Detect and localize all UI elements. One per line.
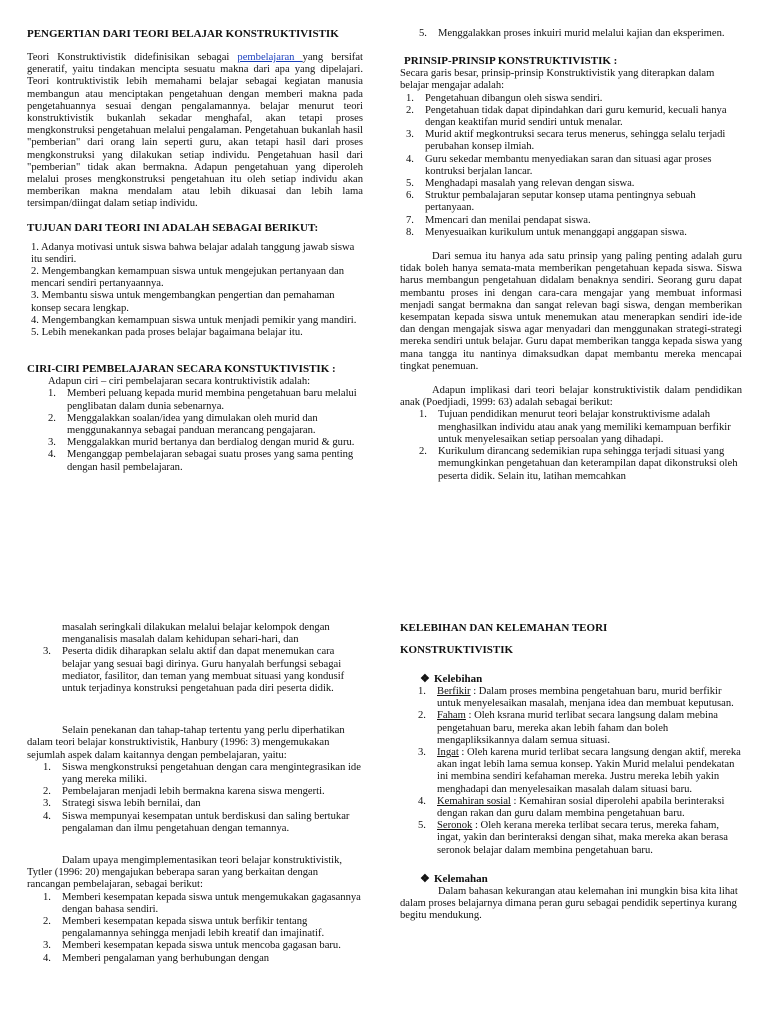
aspek-list — [27, 762, 363, 835]
term: Ingat — [437, 747, 459, 759]
diamond-bullet-icon: ❖ — [420, 872, 430, 885]
term: Kemahiran sosial — [437, 795, 511, 807]
list-item: 4. Mengembangkan kemampuan siswa untuk menjadi pemikir yang mandiri. — [31, 314, 357, 326]
list-item: 6. Struktur pembalajaran seputar konsep utama pentingnya sebuah pertanyaan. — [406, 190, 696, 214]
list-item: 1. Adanya motivasi untuk siswa bahwa belajar adalah tanggung jawab siswa itu sendiri. — [31, 241, 355, 265]
list-item: 1. Memberi kesempatan kepada siswa untuk mengemukakan gagasannya dengan bahasa sendiri. — [43, 891, 361, 915]
list-item: 2. Menggalakkan soalan/idea yang dimulakan oleh murid dan menggunakannya sebagai panduan merancang pengajaran. — [48, 412, 318, 437]
list-item: 8. Menyesuaikan kurikulum untuk menanggapi anggapan siswa. — [406, 226, 687, 238]
heading-pengertian: PENGERTIAN DARI TEORI BELAJAR KONSTRUKTIVISTIK — [27, 28, 339, 40]
list-item: 2. Pengetahuan tidak dapat dipindahkan dari guru kemurid, kecuali hanya dengan keaktifan murid sendiri untuk menalar. — [406, 104, 727, 129]
heading-konstruktivistik: KONSTRUKTIVISTIK — [400, 644, 514, 656]
list-item: 3. Murid aktif megkontruksi secara terus menerus, sehingga selalu terjadi perubahan konsep ilmiah. — [406, 129, 726, 153]
heading-tujuan: TUJUAN DARI TEORI INI ADALAH SEBAGAI BERIKUT: — [27, 221, 319, 234]
heading-ciri: CIRI-CIRI PEMBELAJARAN SECARA KONSTUKTIVISTIK : — [27, 363, 336, 376]
list-item: 2. Kurikulum dirancang sedemikian rupa sehingga terjadi situasi yang memungkinkan pengetahuan dan keterampilan dapat dikonstruksi oleh peserta didik. Selain itu, latihan memcahkan — [419, 446, 738, 482]
implikasi-list — [400, 409, 742, 482]
list-item: 4. Guru sekedar membantu menyediakan saran dan situasi agar proses kontruksi berjalan lancar. — [406, 153, 712, 177]
bottom-right-column — [400, 622, 742, 922]
implikasi-list-continued — [27, 646, 363, 695]
list-item: 1. Siswa mengkonstruksi pengetahuan dengan cara mengintegrasikan ide yang mereka miliki. — [43, 761, 361, 786]
list-item: 4. Siswa mempunyai kesempatan untuk berdiskusi dan saling bertukar pengalaman dan ilmu pengetahuan dengan temannya. — [43, 810, 350, 834]
hanbury-paragraph: Selain penekanan dan tahap-tahap tertentu yang perlu diperhatikan dalam teori belajar konstruktivistik, Hanbury (1996: 3) mengemukakan sejumlah aspek dalam kaitannya dengan pembelajaran, yaitu: — [27, 725, 345, 761]
diamond-bullet-icon: ❖ — [420, 673, 430, 685]
kelemahan-paragraph: Dalam bahasan kekurangan atau kelemahan ini mungkin bisa kita lihat dalam proses belajarnya dimana peran guru sebagai pendidik sepertinya kurang begitu mendukung. — [400, 885, 738, 922]
saran-list — [27, 892, 363, 965]
list-item: 5. Lebih menekankan pada proses belajar bagaimana belajar itu. — [31, 327, 303, 339]
bottom-left-column — [27, 622, 363, 965]
tytler-paragraph: Dalam upaya mengimplementasikan teori belajar konstruktivistik, Tytler (1996: 20) mengajukan beberapa saran yang berkaitan dengan rancangan pembelajaran, sebagai berikut: — [27, 855, 343, 891]
implikasi-intro: Adapun implikasi dari teori belajar konstruktivistik dalam pendidikan anak (Poedjiadi, 1999: 63) adalah sebagai berikut: — [400, 385, 742, 409]
prinsip-intro: Secara garis besar, prinsip-prinsip Konstruktivistik yang diterapkan dalam belajar mengajar adalah: — [400, 68, 715, 92]
kelebihan-list — [400, 686, 742, 857]
list-item: 3. Strategi siswa lebih bernilai, dan — [43, 798, 201, 810]
list-item: 1. Memberi peluang kepada murid membina pengetahuan baru melalui penglibatan dalam dunia sebenarnya. — [48, 388, 357, 412]
list-item: 5. Menggalakkan proses inkuiri murid melalui kajian dan eksperimen. — [419, 28, 725, 39]
ciri-list-continued — [400, 28, 742, 40]
list-item: 2. Faham : Oleh ksrana murid terlibat secara langsung dalam mebina pengetahuan baru, mereka akan lebih faham dan boleh mengapliksikannya dalam semua situasi. — [418, 710, 718, 746]
list-item: 3. Peserta didik diharapkan selalu aktif dan dapat menemukan cara belajar yang sesuai bagi dirinya. Guru hanyalah berfungsi sebagai mediator, fasilitor, dan teman yang membuat situasi yang kondusif untuk terjadinya konstruksi pengetahuan pada diri peserta didik. — [43, 646, 345, 695]
continued-text: masalah seringkali dilakukan melalui belajar kelompok dengan menganalisis masalah dalam kehidupan sehari-hari, dan — [62, 622, 330, 646]
list-item: 2. Pembelajaran menjadi lebih bermakna karena siswa mengerti. — [43, 786, 325, 798]
list-item: 2. Memberi kesempatan kepada siswa untuk berfikir tentang pengalamannya sehingga menjadi lebih kreatif dan imajinatif. — [43, 916, 325, 940]
kelemahan-title: Kelemahan — [434, 872, 488, 885]
list-item: 3. Menggalakkan murid bertanya dan berdialog dengan murid & guru. — [48, 437, 355, 449]
ciri-list — [27, 388, 363, 473]
list-item: 3. Memberi kesempatan kepada siswa untuk mencoba gagasan baru. — [43, 940, 341, 952]
kelemahan-heading — [400, 873, 742, 886]
term: Seronok — [437, 820, 473, 832]
list-item: 4. Memberi pengalaman yang berhubungan dengan — [43, 952, 270, 964]
list-item: 1. Berfikir : Dalam proses membina pengetahuan baru, murid berfikir untuk menyelesaikan masalah, menjana idea dan membuat keputusan. — [418, 686, 734, 710]
prinsip-paragraph: Dari semua itu hanya ada satu prinsip yang paling penting adalah guru tidak boleh hanya semata-mata memberikan pengetahuan kepada siswa. Siswa harus membangun pengetahuan didalam benaknya sendiri. Seorang guru dapat membantu proses ini dengan cara-cara mengajar yang membuat informasi menjadi sangat bermakna dan sangat relevan bagi siswa, dengan memberikan kesempatan kepada siswa untuk menemukan atau menerapkan sendiri ide-ide dan dengan mengajak siswa agar menyadari dan menggunakan strategi-strategi mereka sendiri untuk belajar. Guru dapat memberikan tangga kepada siswa yang mana tangga itu nantinya dimaksudkan dapat membantu mereka mencapai tingkat penemuan. — [400, 251, 742, 372]
tujuan-list — [27, 242, 363, 340]
list-item: 4. Kemahiran sosial : Kemahiran sosial diperolehi apabila berinteraksi dengan rakan dan guru dalam membina pengetahuan baru. — [418, 795, 725, 820]
pengertian-paragraph — [27, 52, 363, 211]
pembelajaran-link[interactable]: pembelajaran — [237, 52, 303, 63]
list-item: 7. Mmencari dan menilai pendapat siswa. — [406, 214, 591, 226]
kelebihan-title: Kelebihan — [434, 673, 483, 685]
kelebihan-heading — [400, 673, 742, 686]
list-item: 5. Seronok : Oleh kerana mereka terlibat secara terus, mereka faham, ingat, yakin dan berinteraksi dengan sihat, maka mereka akan berasa seronok belajar dalam membina pengetahuan baru. — [418, 820, 728, 856]
intro-text: Teori Konstruktivistik didefinisikan sebagai — [27, 52, 238, 63]
list-item: 4. Menganggap pembelajaran sebagai suatu proses yang sama penting dengan hasil pembelajaran. — [48, 449, 354, 473]
heading-kelebihan-kelemahan: KELEBIHAN DAN KELEMAHAN TEORI — [400, 622, 608, 634]
top-right-column — [400, 28, 742, 483]
list-item: 3. Membantu siswa untuk mengembangkan pengertian dan pemahaman konsep secara lengkap. — [31, 290, 335, 314]
prinsip-list — [400, 93, 742, 239]
intro-text-rest: yang bersifat generatif, yaitu tindakan mencipta sesuatu makna dari apa yang dipelajari. Teori kontruktivistik lebih memahami belajar sebagai kegiatan manusia membangun atau menciptakan pengetahuan dengan memberi makna pada pengetahuannya sesuai dengan pengalamannya. belajar menurut teori konstruktivistik bukanlah sekadar menghafal, akan tetapi proses mengkonstruksi pengetahuan melalui pengalaman. Pengetahuan bukanlah hasil "pemberian" dari orang lain seperti guru, akan tetapi hasil dari proses mengkonstruksi yang dilakukan setiap individu. Pengetahuan hasil dari "pemberian" tidak akan bermakna. Adapun pengetahuan yang diperoleh melalui proses mengkonstruksi pengetahuan itu oleh setiap individu akan memberikan makna mendalam atau lebih dikuasai dan lebih lama tersimpan/diingat dalam setiap individu. — [27, 52, 363, 210]
list-item: 1. Tujuan pendidikan menurut teori belajar konstruktivisme adalah menghasilkan individu atau anak yang memiliki kemampuan berfikir untuk menyelesaikan setiap persoalan yang dihadapi. — [419, 409, 731, 445]
term: Berfikir — [437, 686, 471, 697]
top-left-column — [27, 28, 363, 474]
list-item: 1. Pengetahuan dibangun oleh siswa sendiri. — [406, 92, 603, 104]
list-item: 2. Mengembangkan kemampuan siswa untuk mengejukan pertanyaan dan mencari sendiri pertanyaannya. — [31, 266, 345, 290]
term: Faham — [437, 710, 466, 722]
heading-prinsip: PRINSIP-PRINSIP KONSTRUKTIVISTIK : — [404, 55, 618, 68]
ciri-intro: Adapun ciri – ciri pembelajaran secara kontruktivistik adalah: — [48, 376, 311, 388]
list-item: 5. Menghadapi masalah yang relevan dengan siswa. — [406, 178, 635, 190]
list-item: 3. Ingat : Oleh karena murid terlibat secara langsung dengan aktif, mereka akan ingat lebih lama semua konsep. Yakin Murid melalui pendekatan ini membina sendiri kefahaman mereka. Justru mereka lebih yakin menghadapi dan menyelesaikan masalah dalam situasi baru. — [418, 747, 741, 795]
